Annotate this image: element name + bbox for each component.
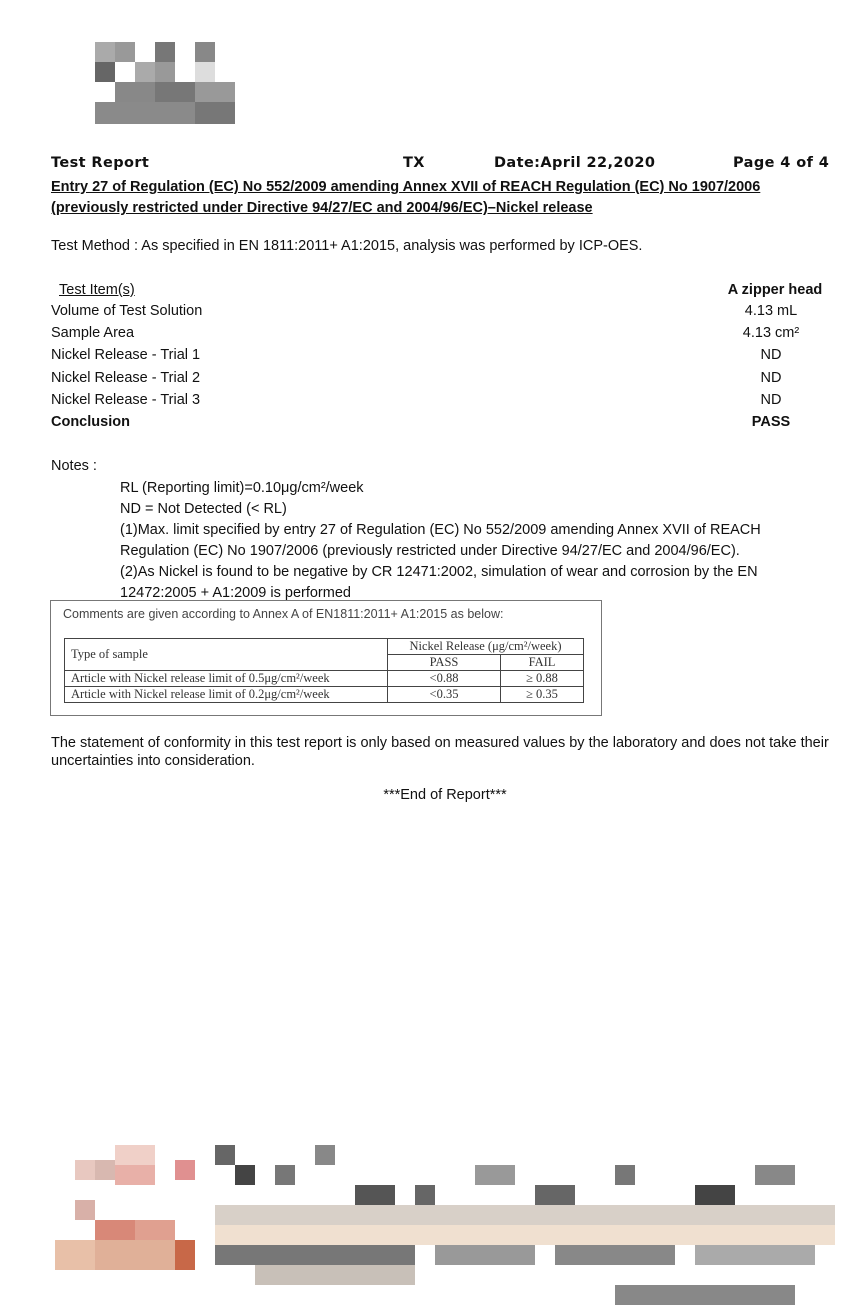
results-header-row xyxy=(51,282,831,304)
note-line: RL (Reporting limit)=0.10μg/cm²/week xyxy=(120,480,364,496)
fail-header: FAIL xyxy=(501,655,584,671)
result-row xyxy=(51,347,831,369)
result-label: Sample Area xyxy=(51,325,135,341)
result-label: Volume of Test Solution xyxy=(51,303,203,319)
annex-pass-cell: <0.35 xyxy=(388,687,501,703)
notes-heading: Notes : xyxy=(51,458,97,474)
result-label: Nickel Release - Trial 2 xyxy=(51,370,201,386)
type-of-sample-header: Type of sample xyxy=(65,639,388,671)
result-row xyxy=(51,370,831,392)
result-value: ND xyxy=(760,392,782,408)
result-value: 4.13 mL xyxy=(744,303,798,319)
annex-comment-box xyxy=(50,600,602,716)
conclusion-value: PASS xyxy=(751,414,791,430)
end-of-report: ***End of Report*** xyxy=(383,787,507,803)
annex-pass-cell: <0.88 xyxy=(388,671,501,687)
conformity-statement: The statement of conformity in this test report is only based on measured values by the laboratory and does not take their uncertainties into consideration. xyxy=(51,735,829,769)
nickel-release-header: Nickel Release (μg/cm²/week) xyxy=(388,639,584,655)
footer-stamp-redacted xyxy=(55,1140,835,1310)
result-row xyxy=(51,325,831,347)
conclusion-row xyxy=(51,414,831,436)
result-value: ND xyxy=(760,347,782,363)
test-items-header: Test Item(s) xyxy=(59,282,135,298)
sample-header: A zipper head xyxy=(727,282,823,298)
annex-fail-cell: ≥ 0.88 xyxy=(501,671,584,687)
annex-type-cell: Article with Nickel release limit of 0.5μg/cm²/week xyxy=(65,671,388,687)
annex-row xyxy=(65,687,584,703)
annex-row xyxy=(65,671,584,687)
conclusion-label: Conclusion xyxy=(51,414,130,430)
report-label: Test Report xyxy=(51,155,150,171)
annex-table xyxy=(64,638,584,703)
regulation-title: Entry 27 of Regulation (EC) No 552/2009 amending Annex XVII of REACH Regulation (EC) No 1907/2006 (previously restricted under Directive 94/27/EC and 2004/96/EC)–Nickel release xyxy=(51,179,761,216)
annex-fail-cell: ≥ 0.35 xyxy=(501,687,584,703)
notes-list xyxy=(120,478,820,604)
result-value: ND xyxy=(760,370,782,386)
result-label: Nickel Release - Trial 1 xyxy=(51,347,201,363)
pass-header: PASS xyxy=(388,655,501,671)
test-method: Test Method : As specified in EN 1811:2011+ A1:2015, analysis was performed by ICP-OES. xyxy=(51,238,643,254)
company-logo-redacted xyxy=(95,42,237,124)
result-value: 4.13 cm² xyxy=(742,325,800,341)
note-line: ND = Not Detected (< RL) xyxy=(120,501,287,517)
result-label: Nickel Release - Trial 3 xyxy=(51,392,201,408)
report-location: TX xyxy=(403,155,425,171)
result-row xyxy=(51,303,831,325)
annex-caption: Comments are given according to Annex A of EN1811:2011+ A1:2015 as below: xyxy=(63,607,504,621)
page-number: Page 4 of 4 xyxy=(733,155,830,171)
note-line: (1)Max. limit specified by entry 27 of Regulation (EC) No 552/2009 amending Annex XVII of REACH Regulation (EC) No 1907/2006 (previously restricted under Directive 94/27/EC and 2004/96/EC). xyxy=(120,522,761,559)
annex-type-cell: Article with Nickel release limit of 0.2μg/cm²/week xyxy=(65,687,388,703)
result-row xyxy=(51,392,831,414)
note-line: (2)As Nickel is found to be negative by CR 12471:2002, simulation of wear and corrosion by the EN 12472:2005 + A1:2009 is performed xyxy=(120,564,758,601)
report-date: Date:April 22,2020 xyxy=(494,155,656,171)
